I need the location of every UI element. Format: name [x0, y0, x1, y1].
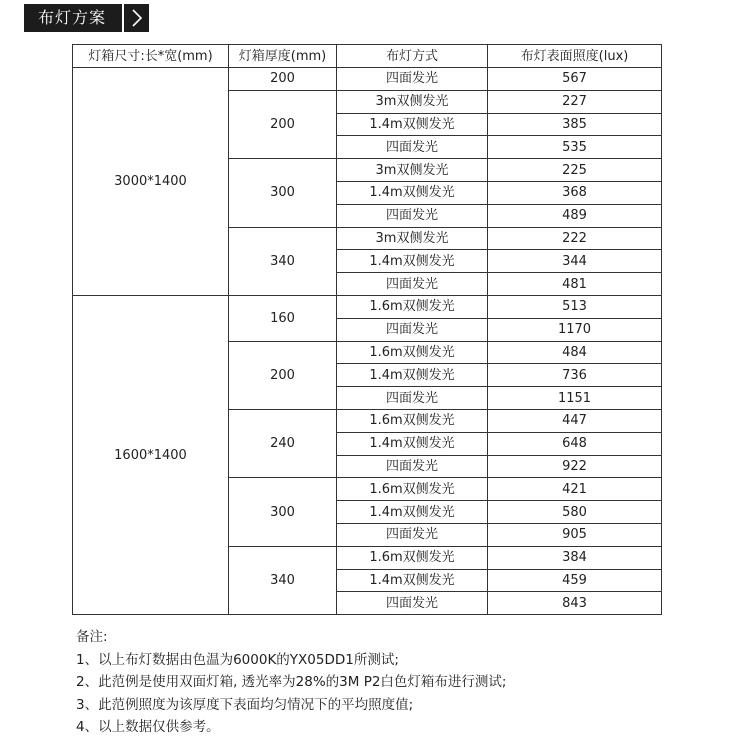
table-header-row — [73, 45, 662, 68]
cell-lux: 648 — [488, 432, 662, 455]
cell-lux: 384 — [488, 546, 662, 569]
cell-lux: 225 — [488, 159, 662, 182]
cell-lux: 736 — [488, 364, 662, 387]
lux-table — [72, 44, 662, 615]
cell-method: 四面发光 — [337, 273, 488, 296]
section-title: 布灯方案 — [24, 4, 122, 32]
cell-method: 四面发光 — [337, 136, 488, 159]
notes-section — [76, 626, 506, 739]
cell-lux: 489 — [488, 204, 662, 227]
header-size: 灯箱尺寸:长*宽(mm) — [73, 45, 229, 68]
cell-lux: 459 — [488, 569, 662, 592]
cell-lux: 580 — [488, 501, 662, 524]
cell-lux: 513 — [488, 295, 662, 318]
cell-method: 1.4m双侧发光 — [337, 432, 488, 455]
cell-lux: 481 — [488, 273, 662, 296]
cell-method: 1.6m双侧发光 — [337, 546, 488, 569]
cell-lux: 368 — [488, 181, 662, 204]
cell-method: 1.4m双侧发光 — [337, 501, 488, 524]
note-item: 2、此范例是使用双面灯箱, 透光率为28%的3M P2白色灯箱布进行测试; — [76, 674, 507, 690]
cell-size: 3000*1400 — [73, 68, 229, 296]
note-item: 1、以上布灯数据由色温为6000K的YX05DD1所测试; — [76, 651, 399, 668]
cell-method: 四面发光 — [337, 592, 488, 615]
chevron-right-icon[interactable] — [124, 4, 149, 32]
cell-method: 四面发光 — [337, 68, 488, 91]
cell-thickness: 240 — [229, 409, 337, 477]
cell-thickness: 340 — [229, 546, 337, 614]
cell-method: 四面发光 — [337, 318, 488, 341]
table-row — [73, 295, 662, 318]
cell-method: 3m双侧发光 — [337, 227, 488, 250]
cell-lux: 922 — [488, 455, 662, 478]
cell-lux: 1170 — [488, 318, 662, 341]
cell-lux: 905 — [488, 523, 662, 546]
cell-method: 1.6m双侧发光 — [337, 478, 488, 501]
cell-lux: 1151 — [488, 387, 662, 410]
cell-lux: 344 — [488, 250, 662, 273]
cell-method: 四面发光 — [337, 523, 488, 546]
cell-method: 1.4m双侧发光 — [337, 113, 488, 136]
cell-lux: 385 — [488, 113, 662, 136]
cell-lux: 421 — [488, 478, 662, 501]
cell-size: 1600*1400 — [73, 295, 229, 614]
cell-method: 四面发光 — [337, 455, 488, 478]
cell-method: 1.4m双侧发光 — [337, 250, 488, 273]
cell-thickness: 160 — [229, 295, 337, 341]
cell-method: 1.6m双侧发光 — [337, 295, 488, 318]
cell-thickness: 340 — [229, 227, 337, 295]
cell-lux: 484 — [488, 341, 662, 364]
cell-lux: 447 — [488, 409, 662, 432]
header-thickness: 灯箱厚度(mm) — [229, 45, 337, 68]
cell-method: 1.6m双侧发光 — [337, 341, 488, 364]
table-row — [73, 68, 662, 91]
cell-thickness: 200 — [229, 68, 337, 91]
cell-lux: 535 — [488, 136, 662, 159]
cell-method: 1.4m双侧发光 — [337, 364, 488, 387]
cell-method: 1.6m双侧发光 — [337, 409, 488, 432]
cell-method: 1.4m双侧发光 — [337, 181, 488, 204]
cell-method: 四面发光 — [337, 387, 488, 410]
header-lux: 布灯表面照度(lux) — [488, 45, 662, 68]
cell-method: 1.4m双侧发光 — [337, 569, 488, 592]
cell-thickness: 200 — [229, 90, 337, 158]
cell-thickness: 300 — [229, 478, 337, 546]
section-header — [24, 4, 149, 32]
cell-lux: 222 — [488, 227, 662, 250]
cell-method: 四面发光 — [337, 204, 488, 227]
cell-thickness: 300 — [229, 159, 337, 227]
cell-lux: 843 — [488, 592, 662, 615]
cell-lux: 567 — [488, 68, 662, 91]
note-item: 4、以上数据仅供参考。 — [76, 719, 220, 735]
cell-method: 3m双侧发光 — [337, 90, 488, 113]
header-method: 布灯方式 — [337, 45, 488, 68]
cell-thickness: 200 — [229, 341, 337, 409]
cell-lux: 227 — [488, 90, 662, 113]
cell-method: 3m双侧发光 — [337, 159, 488, 182]
notes-title: 备注: — [76, 629, 108, 645]
note-item: 3、此范例照度为该厚度下表面均匀情况下的平均照度值; — [76, 696, 414, 713]
